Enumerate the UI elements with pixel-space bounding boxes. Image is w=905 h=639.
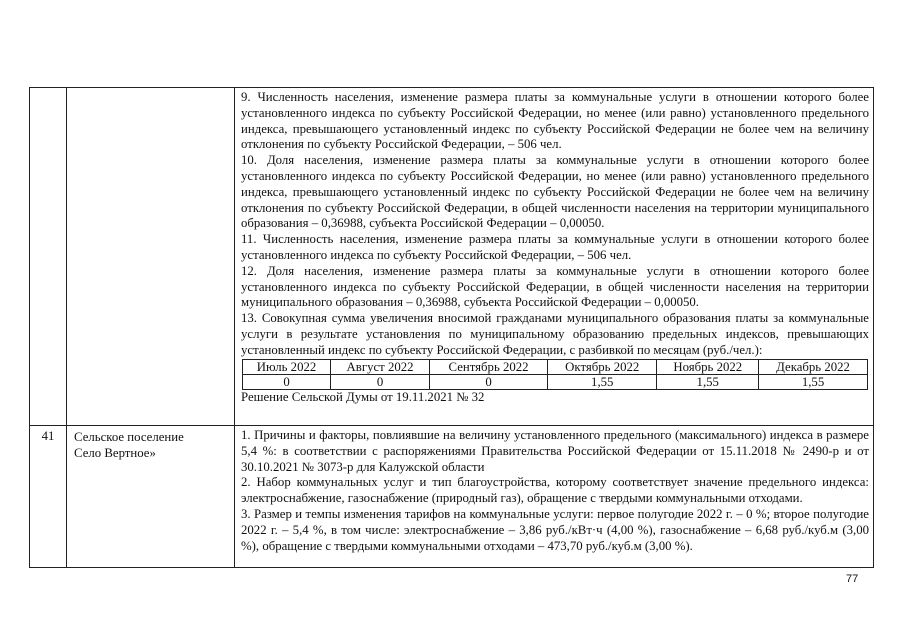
page-number: 77 [846, 573, 859, 585]
column-divider [234, 88, 235, 567]
paragraph-11: 11. Численность населения, изменение размера платы за коммунальные услуги в отношении которого более установленного индекса по субъекту Российской Федерации, – 506 чел. [241, 232, 869, 262]
monthly-amounts-table [242, 359, 868, 390]
row-divider [30, 425, 873, 426]
month-header: Ноябрь 2022 [657, 359, 759, 374]
column-divider [66, 88, 67, 567]
paragraph-10: 10. Доля населения, изменение размера платы за коммунальные услуги в отношении которого более установленного индекса по субъекту Российской Федерации, но менее (или равно) установленного предельного индекса, превышающего установленный индекс по субъекту Российской Федерации не более чем на величину отклонения по субъекту Российской Федерации, в общей численности населения на территории муниципального образования – 0,36988, субъекта Российской Федерации – 0,00050. [241, 153, 869, 231]
month-header: Сентябрь 2022 [430, 359, 548, 374]
row41-content-cell [241, 428, 869, 554]
paragraph-12: 12. Доля населения, изменение размера платы за коммунальные услуги в отношении которого более установленного индекса по субъекту Российской Федерации, в общей численности населения на территории муниципального образования – 0,36988, субъекта Российской Федерации – 0,00050. [241, 263, 869, 310]
paragraph-2: 2. Набор коммунальных услуг и тип благоустройства, которому соответствует значение предельного индекса: электроснабжение, газоснабжение (природный газ), обращение с твердыми коммунальными отходами. [241, 475, 869, 506]
month-header: Август 2022 [331, 359, 430, 374]
month-value: 1,55 [657, 374, 759, 389]
municipality-name [74, 429, 234, 461]
municipality-name-line: Сельское поселение [74, 430, 184, 444]
row-number: 41 [41, 429, 55, 443]
paragraph-13: 13. Совокупная сумма увеличения вносимой гражданами муниципального образования платы за коммунальные услуги в результате установления по муниципальному образованию предельных индексов, превышающих установленный индекс по субъекту Российской Федерации, с разбивкой по месяцам (руб./чел.): [241, 311, 869, 357]
month-value: 0 [430, 374, 548, 389]
paragraph-3: 3. Размер и темпы изменения тарифов на коммунальные услуги: первое полугодие 2022 г. – 0 %; второе полугодие 2022 г. – 5,4 %, в том числе: электроснабжение – 3,86 руб./кВт·ч (4,00 %), газоснабжение – 6,68 руб./куб.м (3,00 %), обращение с твердыми коммунальными отходами – 473,70 руб./куб.м (3,00 %). [241, 506, 869, 553]
upper-content-cell [241, 90, 869, 405]
document-table [29, 87, 874, 568]
paragraph-1: 1. Причины и факторы, повлиявшие на величину установленного предельного (максимального) индекса в размере 5,4 %: в соответствии с распоряжениями Правительства Российской Федерации от 15.11.2018 № 2490-р и от 30.10.2021 № 3073-р для Калужской области [241, 428, 869, 474]
month-header: Декабрь 2022 [759, 359, 868, 374]
month-value: 1,55 [548, 374, 657, 389]
table-row [243, 374, 868, 389]
municipality-name-line: Село Вертное» [74, 446, 156, 460]
decision-reference: Решение Сельской Думы от 19.11.2021 № 32 [241, 389, 485, 404]
month-value: 0 [243, 374, 331, 389]
month-header: Октябрь 2022 [548, 359, 657, 374]
paragraph-9: 9. Численность населения, изменение размера платы за коммунальные услуги в отношении которого более установленного индекса по субъекту Российской Федерации, но менее (или равно) установленного предельного индекса, превышающего установленный индекс по субъекту Российской Федерации не более чем на величину отклонения по субъекту Российской Федерации, – 506 чел. [241, 90, 869, 152]
table-row [243, 359, 868, 374]
month-value: 1,55 [759, 374, 868, 389]
month-header: Июль 2022 [243, 359, 331, 374]
month-value: 0 [331, 374, 430, 389]
